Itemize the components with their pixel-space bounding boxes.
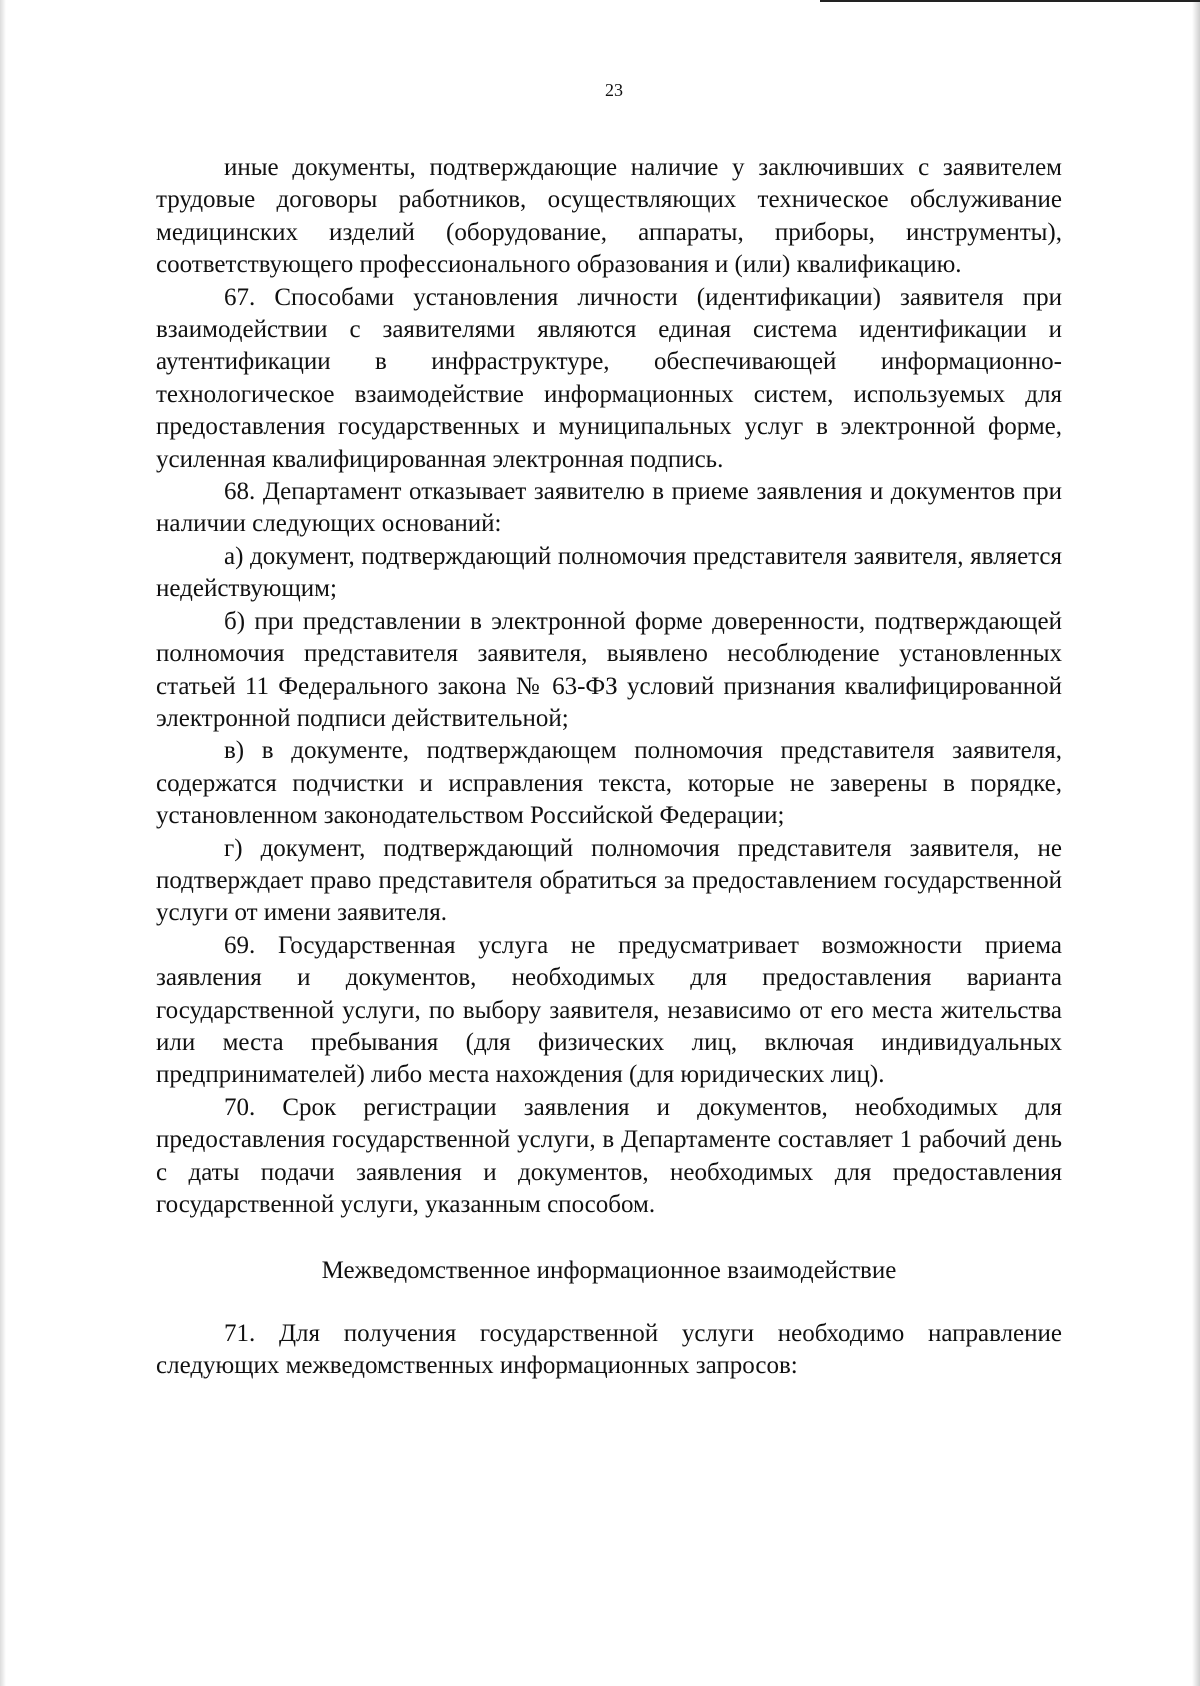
page-number: 23 xyxy=(605,80,623,100)
section-heading: Межведомственное информационное взаимодействие xyxy=(321,1257,897,1285)
paragraph-68-g: г) документ, подтверждающий полномочия представителя заявителя, не подтверждает право представителя обратиться за предоставлением государственной услуги от имени заявителя. xyxy=(156,834,1062,927)
paragraph-67: 67. Способами установления личности (идентификации) заявителя при взаимодействии с заявителями являются единая система идентификации и аутентификации в инфраструктуре, обеспечивающей информационно-технологическое взаимодействие информационных систем, используемых для предоставления государственных и муниципальных услуг в электронной форме, усиленная квалифицированная электронная подпись. xyxy=(156,283,1062,473)
document-body xyxy=(156,152,1062,1383)
scan-right-edge xyxy=(1192,0,1200,1686)
paragraph-71: 71. Для получения государственной услуги необходимо направление следующих межведомственных информационных запросов: xyxy=(156,1319,1062,1380)
paragraph-other-documents: иные документы, подтверждающие наличие у заключивших с заявителем трудовые договоры работников, осуществляющих техническое обслуживание медицинских изделий (оборудование, аппараты, приборы, инструменты), соответствующего профессионального образования и (или) квалификацию. xyxy=(156,154,1062,279)
paragraph-68-a: а) документ, подтверждающий полномочия представителя заявителя, является недействующим; xyxy=(156,542,1062,603)
paragraph-70: 70. Срок регистрации заявления и документов, необходимых для предоставления государственной услуги, в Департаменте составляет 1 рабочий день с даты подачи заявления и документов, необходимых для предоставления государственной услуги, указанным способом. xyxy=(156,1093,1062,1218)
scan-left-edge xyxy=(0,0,6,1686)
paragraph-68: 68. Департамент отказывает заявителю в приеме заявления и документов при наличии следующих оснований: xyxy=(156,478,1062,538)
paragraph-68-b: б) при представлении в электронной форме доверенности, подтверждающей полномочия представителя заявителя, выявлено несоблюдение установленных статьей 11 Федерального закона № 63-ФЗ условий признания квалифицированной электронной подписи действительной; xyxy=(156,607,1062,732)
paragraph-69: 69. Государственная услуга не предусматривает возможности приема заявления и документов, необходимых для предоставления варианта государственной услуги, по выбору заявителя, независимо от его места жительства или места пребывания (для физических лиц, включая индивидуальных предпринимателей) либо места нахождения (для юридических лиц). xyxy=(156,931,1062,1089)
top-rule xyxy=(820,0,1200,2)
paragraph-68-v: в) в документе, подтверждающем полномочия представителя заявителя, содержатся подчистки и исправления текста, которые не заверены в порядке, установленном законодательством Российской Федерации; xyxy=(156,737,1062,830)
